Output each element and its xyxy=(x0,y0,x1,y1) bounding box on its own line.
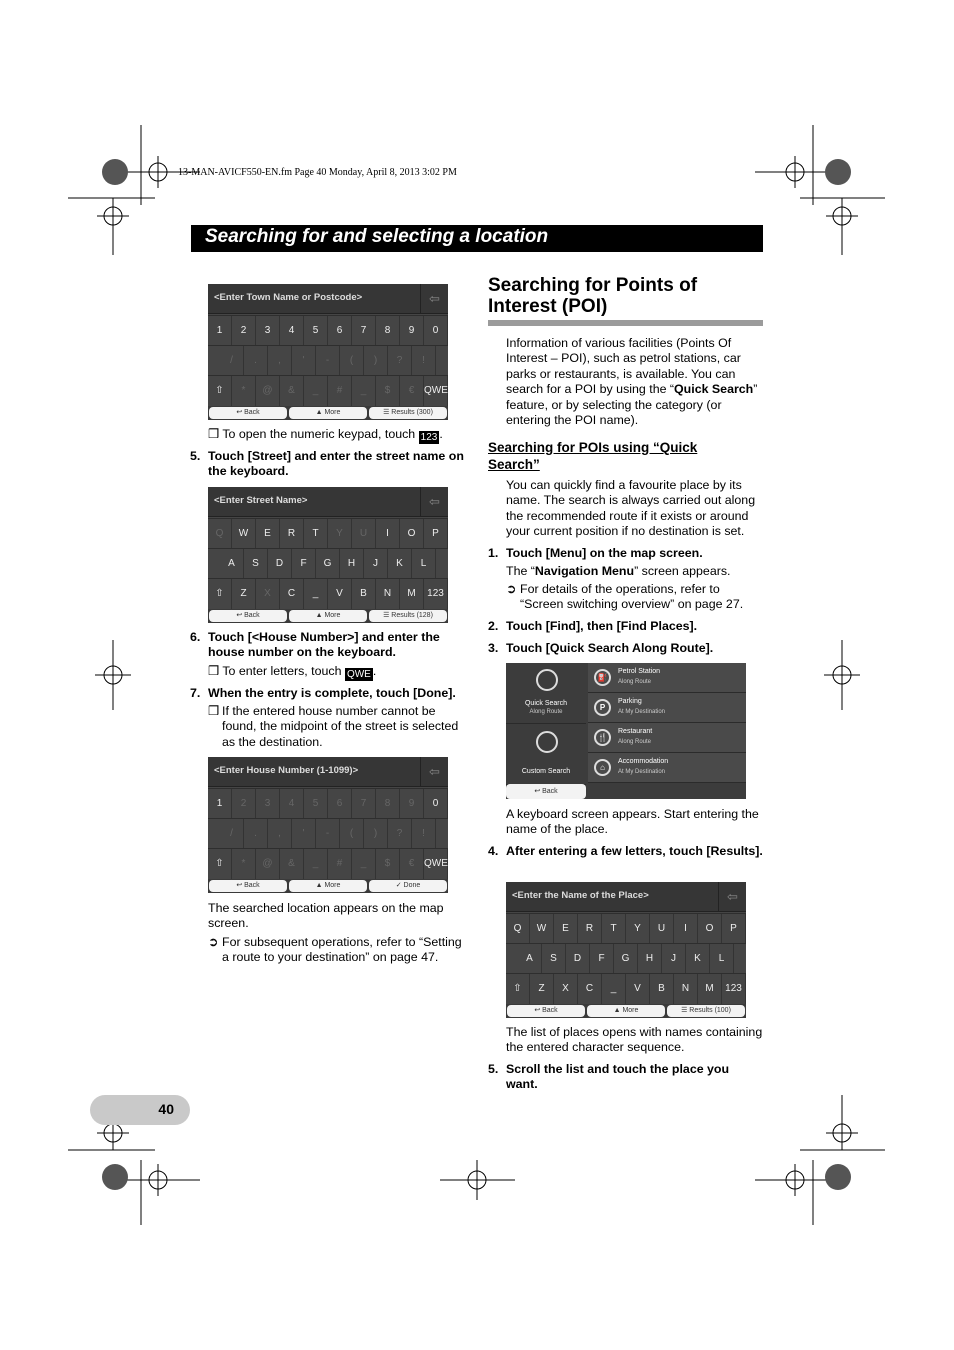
keyboard-key: @ xyxy=(256,376,280,406)
keyboard-key: W xyxy=(232,519,256,549)
keyboard-screenshot-house-number xyxy=(208,757,448,893)
keyboard-bar-button: ☰ Results (100) xyxy=(667,1005,745,1017)
keyboard-bar-button: ↩ Back xyxy=(209,880,287,892)
keyboard-key: 8 xyxy=(376,789,400,819)
keyboard-row xyxy=(208,818,448,848)
keyboard-key: - xyxy=(316,819,340,849)
keyboard-bar-button: ↩ Back xyxy=(507,1005,585,1017)
petrol-station-icon: ⛽ xyxy=(594,669,611,686)
keyboard-key: 2 xyxy=(232,316,256,346)
quick-search-intro: You can quickly find a favourite place by its name. The search is always carried out along the recommended route if it exists or around your current position if no destination is set. xyxy=(506,478,756,539)
r-step-3: 3. Touch [Quick Search Along Route]. xyxy=(488,641,714,655)
keyboard-key: D xyxy=(566,944,590,974)
keyboard-field-text: <Enter Town Name or Postcode> xyxy=(214,292,363,303)
keyboard-key: ( xyxy=(340,819,364,849)
keyboard-key: ! xyxy=(412,819,436,849)
keyboard-key: Q xyxy=(506,914,530,944)
keyboard-key: I xyxy=(376,519,400,549)
keyboard-key: Q xyxy=(208,519,232,549)
keyboard-key: ⇧ xyxy=(208,376,232,406)
keyboard-key: Y xyxy=(626,914,650,944)
keyboard-key: , xyxy=(268,819,292,849)
keyboard-button-bar xyxy=(208,609,448,623)
keyboard-key: ? xyxy=(388,819,412,849)
keyboard-input-field xyxy=(208,284,448,314)
keyboard-key: 2 xyxy=(232,789,256,819)
keyboard-key: D xyxy=(268,549,292,579)
keyboard-input-field xyxy=(506,882,746,912)
keyboard-key: 123 xyxy=(722,974,746,1004)
keyboard-key: * xyxy=(232,376,256,406)
keyboard-key: 8 xyxy=(376,316,400,346)
keyboard-key: * xyxy=(232,849,256,879)
note-numeric-keypad: ❒ To open the numeric keypad, touch 123 . xyxy=(208,427,443,443)
keyboard-key: G xyxy=(316,549,340,579)
keyboard-key: ⇧ xyxy=(208,849,232,879)
section-title: Searching for and selecting a location xyxy=(191,225,763,252)
keyboard-bar-button: ☰ Results (128) xyxy=(369,610,447,622)
keyboard-key: L xyxy=(412,549,436,579)
heading-rule xyxy=(488,320,763,326)
keyboard-key: 3 xyxy=(256,789,280,819)
keyboard-key: ' xyxy=(292,346,316,376)
keyboard-key: € xyxy=(400,376,424,406)
keyboard-key: C xyxy=(280,579,304,609)
keyboard-key: / xyxy=(220,819,244,849)
file-header-meta: 13-MAN-AVICF550-EN.fm Page 40 Monday, April 8, 2013 3:02 PM xyxy=(178,167,457,178)
keyboard-key: F xyxy=(590,944,614,974)
keyboard-row xyxy=(208,518,448,548)
poi-back-button: ↩ Back xyxy=(506,784,586,799)
keyboard-button-bar xyxy=(506,1004,746,1018)
poi-menu-screenshot xyxy=(506,663,746,799)
keyboard-key: J xyxy=(662,944,686,974)
keyboard-button-bar xyxy=(208,406,448,420)
keyboard-key: _ xyxy=(304,849,328,879)
keyboard-row xyxy=(208,345,448,375)
r-step-1: 1. Touch [Menu] on the map screen. xyxy=(488,546,703,560)
keyboard-key: G xyxy=(614,944,638,974)
keyboard-key: V xyxy=(328,579,352,609)
keyboard-field-text: <Enter the Name of the Place> xyxy=(512,890,649,901)
keyboard-key: ) xyxy=(364,346,388,376)
keyboard-key: 1 xyxy=(208,316,232,346)
backspace-icon: ⇦ xyxy=(420,284,448,314)
keyboard-bar-button: ☰ Results (300) xyxy=(369,407,447,419)
keyboard-key: Z xyxy=(232,579,256,609)
keyboard-field-text: <Enter Street Name> xyxy=(214,495,308,506)
keyboard-key: L xyxy=(710,944,734,974)
keyboard-key: P xyxy=(722,914,746,944)
step-7: 7. When the entry is complete, touch [Done]. xyxy=(190,686,456,700)
keyboard-key: . xyxy=(244,346,268,376)
keyboard-key: , xyxy=(268,346,292,376)
keyboard-key: @ xyxy=(256,849,280,879)
keypad-123-icon: 123 xyxy=(420,432,438,443)
keyboard-key: C xyxy=(578,974,602,1004)
keyboard-row xyxy=(208,548,448,578)
keyboard-key: _ xyxy=(352,376,376,406)
keyboard-key: I xyxy=(674,914,698,944)
keyboard-key: F xyxy=(292,549,316,579)
quick-search-tile: Quick Search Along Route xyxy=(506,663,586,724)
keyboard-key: $ xyxy=(376,376,400,406)
keyboard-key: _ xyxy=(352,849,376,879)
keyboard-key: ! xyxy=(412,346,436,376)
keyboard-key: ? xyxy=(388,346,412,376)
keyboard-key: ' xyxy=(292,819,316,849)
keyboard-key: X xyxy=(554,974,578,1004)
keyboard-key: H xyxy=(638,944,662,974)
keyboard-key: 9 xyxy=(400,789,424,819)
backspace-icon: ⇦ xyxy=(420,487,448,517)
keyboard-key: 123 xyxy=(424,579,448,609)
keyboard-row xyxy=(208,788,448,818)
step-6: 6. Touch [<House Number>] and enter the house number on the keyboard. xyxy=(190,630,440,660)
poi-item-restaurant: 🍴 Restaurant Along Route xyxy=(588,723,746,753)
keyboard-key: A xyxy=(220,549,244,579)
keyboard-bar-button: ▲ More xyxy=(289,610,367,622)
keyboard-row xyxy=(208,315,448,345)
keyboard-key: E xyxy=(256,519,280,549)
keyboard-row xyxy=(208,848,448,878)
keyboard-key: M xyxy=(400,579,424,609)
keyboard-key: 6 xyxy=(328,316,352,346)
keyboard-key: € xyxy=(400,849,424,879)
keyboard-key: R xyxy=(280,519,304,549)
poi-item-accommodation: ⌂ Accommodation At My Destination xyxy=(588,753,746,783)
keyboard-bar-button: ↩ Back xyxy=(209,610,287,622)
keyboard-row xyxy=(506,973,746,1003)
keyboard-key: 0 xyxy=(424,789,448,819)
keyboard-bar-button: ▲ More xyxy=(587,1005,665,1017)
keyboard-key: 0 xyxy=(424,316,448,346)
keyboard-key: 6 xyxy=(328,789,352,819)
keyboard-bar-button: ↩ Back xyxy=(209,407,287,419)
keyboard-key: . xyxy=(244,819,268,849)
keyboard-key: W xyxy=(530,914,554,944)
keyboard-key: K xyxy=(686,944,710,974)
page-number: 40 xyxy=(90,1095,190,1125)
r-step-1-result: The “Navigation Menu” screen appears. xyxy=(506,564,731,578)
poi-heading: Searching for Points of Interest (POI) xyxy=(488,275,698,317)
keyboard-key: V xyxy=(626,974,650,1004)
poi-item-parking: P Parking At My Destination xyxy=(588,693,746,723)
keyboard-bar-button: ✓ Done xyxy=(369,880,447,892)
magnifier-gear-icon xyxy=(536,731,558,753)
keyboard-key: N xyxy=(674,974,698,1004)
keyboard-row xyxy=(208,578,448,608)
keyboard-key: ⇧ xyxy=(506,974,530,1004)
keyboard-key: 3 xyxy=(256,316,280,346)
keyboard-key: N xyxy=(376,579,400,609)
r-step-5: 5. Scroll the list and touch the place you want. xyxy=(488,1062,730,1092)
r-step-1-ref: ➲ For details of the operations, refer to “Screen switching overview” on page 27. xyxy=(506,582,744,612)
keyboard-key: & xyxy=(280,376,304,406)
keyboard-key: 7 xyxy=(352,316,376,346)
r-after-4: The list of places opens with names containing the entered character sequence. xyxy=(506,1025,763,1055)
keyboard-screenshot-place xyxy=(506,882,746,1018)
keyboard-key: & xyxy=(280,849,304,879)
keyboard-key: X xyxy=(256,579,280,609)
keyboard-key: E xyxy=(554,914,578,944)
keypad-qwe-icon: QWE xyxy=(346,669,371,680)
keyboard-key: Z xyxy=(530,974,554,1004)
keyboard-screenshot-town xyxy=(208,284,448,420)
poi-item-petrol: ⛽ Petrol Station Along Route xyxy=(588,663,746,693)
keyboard-key: QWE xyxy=(424,849,448,879)
quick-search-subheading: Searching for POIs using “Quick Search” xyxy=(488,440,698,472)
keyboard-row xyxy=(506,913,746,943)
keyboard-row xyxy=(208,375,448,405)
keyboard-key: 5 xyxy=(304,316,328,346)
keyboard-key: 1 xyxy=(208,789,232,819)
keyboard-input-field xyxy=(208,757,448,787)
keyboard-key: # xyxy=(328,376,352,406)
keyboard-key: _ xyxy=(304,579,328,609)
keyboard-key: O xyxy=(698,914,722,944)
keyboard-key: _ xyxy=(304,376,328,406)
keyboard-key: Y xyxy=(328,519,352,549)
keyboard-row xyxy=(506,943,746,973)
keyboard-key: $ xyxy=(376,849,400,879)
keyboard-key: - xyxy=(316,346,340,376)
keyboard-key: B xyxy=(650,974,674,1004)
accommodation-icon: ⌂ xyxy=(594,759,611,776)
magnifier-icon xyxy=(536,669,558,691)
keyboard-screenshot-street xyxy=(208,487,448,623)
keyboard-key: _ xyxy=(602,974,626,1004)
keyboard-key: 7 xyxy=(352,789,376,819)
note-house-number: ❒ If the entered house number cannot be found, the midpoint of the street is selected as the destination. xyxy=(208,704,459,749)
r-step-4: 4. After entering a few letters, touch [Results]. xyxy=(488,844,763,858)
keyboard-bar-button: ▲ More xyxy=(289,407,367,419)
backspace-icon: ⇦ xyxy=(718,882,746,912)
keyboard-key: S xyxy=(244,549,268,579)
keyboard-key: U xyxy=(650,914,674,944)
keyboard-key: O xyxy=(400,519,424,549)
parking-icon: P xyxy=(594,699,611,716)
keyboard-key: QWE xyxy=(424,376,448,406)
custom-search-tile: Custom Search xyxy=(506,725,586,785)
keyboard-key: # xyxy=(328,849,352,879)
keyboard-key: A xyxy=(518,944,542,974)
keyboard-key: 5 xyxy=(304,789,328,819)
keyboard-button-bar xyxy=(208,879,448,893)
keyboard-key: 4 xyxy=(280,316,304,346)
keyboard-key: / xyxy=(220,346,244,376)
keyboard-key: 9 xyxy=(400,316,424,346)
keyboard-key: ) xyxy=(364,819,388,849)
keyboard-input-field xyxy=(208,487,448,517)
ref-setting-route: ➲ For subsequent operations, refer to “Setting a route to your destination” on page 47. xyxy=(208,935,462,965)
keyboard-key: ⇧ xyxy=(208,579,232,609)
keyboard-key: 4 xyxy=(280,789,304,819)
keyboard-bar-button: ▲ More xyxy=(289,880,367,892)
keyboard-key: S xyxy=(542,944,566,974)
keyboard-key: ( xyxy=(340,346,364,376)
r-step-2: 2. Touch [Find], then [Find Places]. xyxy=(488,619,698,633)
keyboard-key: T xyxy=(602,914,626,944)
note-enter-letters: ❒ To enter letters, touch QWE . xyxy=(208,664,377,680)
keyboard-key: B xyxy=(352,579,376,609)
after-text: The searched location appears on the map screen. xyxy=(208,901,444,931)
keyboard-field-text: <Enter House Number (1-1099)> xyxy=(214,765,359,776)
keyboard-key: P xyxy=(424,519,448,549)
r-after-3: A keyboard screen appears. Start entering the name of the place. xyxy=(506,807,759,837)
backspace-icon: ⇦ xyxy=(420,757,448,787)
keyboard-key: U xyxy=(352,519,376,549)
poi-intro: Information of various facilities (Points Of Interest – POI), such as petrol stations, car parks or restaurants, is available. You can search for a POI by using the “Quick Search” feature, or by selecting the category (or entering the POI name). xyxy=(506,336,758,428)
keyboard-key: H xyxy=(340,549,364,579)
step-5: 5. Touch [Street] and enter the street name on the keyboard. xyxy=(190,449,464,479)
restaurant-icon: 🍴 xyxy=(594,729,611,746)
keyboard-key: K xyxy=(388,549,412,579)
keyboard-key: J xyxy=(364,549,388,579)
keyboard-key: M xyxy=(698,974,722,1004)
keyboard-key: R xyxy=(578,914,602,944)
keyboard-key: T xyxy=(304,519,328,549)
